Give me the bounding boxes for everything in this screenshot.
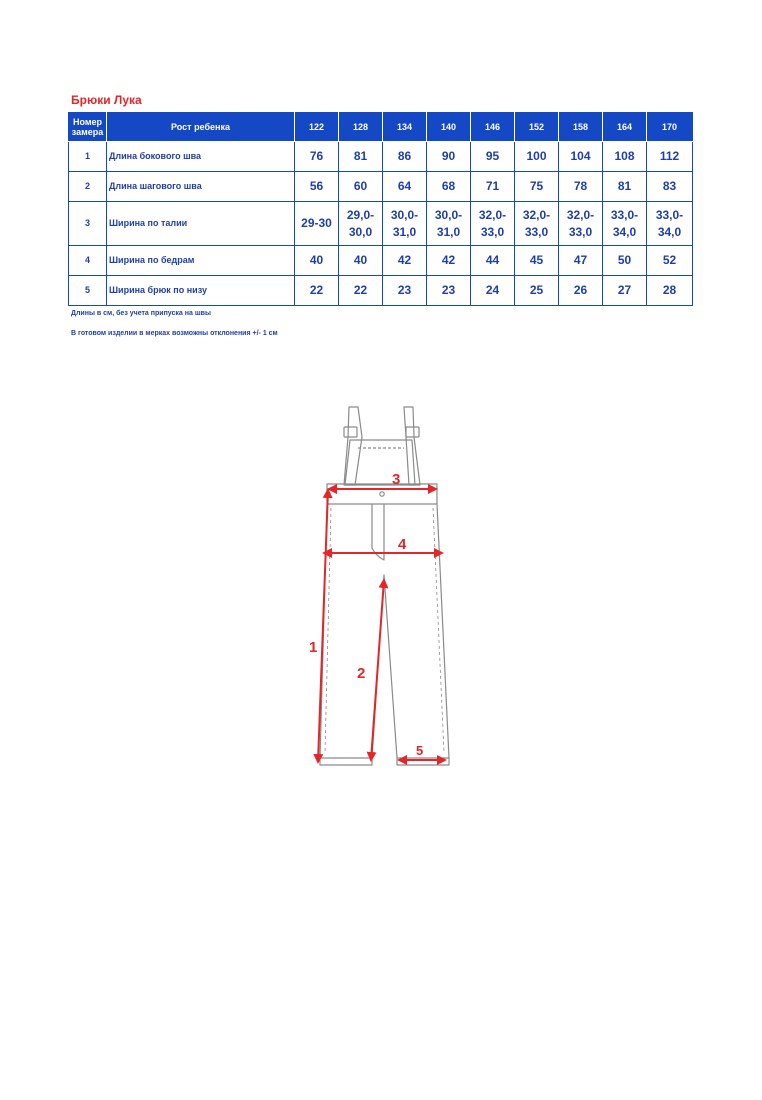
table-cell: 81 (603, 172, 647, 202)
table-cell: 104 (559, 142, 603, 172)
left-strap-buckle (344, 427, 357, 437)
table-cell: 33,0-34,0 (603, 202, 647, 246)
table-cell: 100 (515, 142, 559, 172)
measure-number: 4 (69, 246, 107, 276)
table-cell: 86 (383, 142, 427, 172)
label-inseam: 2 (357, 665, 366, 682)
table-cell: 47 (559, 246, 603, 276)
header-child-height: Рост ребенка (107, 113, 295, 142)
table-cell: 30,0-31,0 (427, 202, 471, 246)
note-tolerance: В готовом изделии в мерках возможны отклонения +/- 1 см (71, 330, 278, 337)
table-cell: 44 (471, 246, 515, 276)
table-cell: 26 (559, 276, 603, 306)
header-height: 146 (471, 113, 515, 142)
header-height: 122 (295, 113, 339, 142)
table-cell: 40 (295, 246, 339, 276)
label-waist: 3 (392, 471, 401, 488)
table-cell: 64 (383, 172, 427, 202)
fly (372, 504, 384, 560)
header-height: 170 (647, 113, 693, 142)
table-cell: 76 (295, 142, 339, 172)
measure-name: Ширина по талии (107, 202, 295, 246)
table-cell: 30,0-31,0 (383, 202, 427, 246)
table-cell: 90 (427, 142, 471, 172)
table-cell: 81 (339, 142, 383, 172)
table-cell: 50 (603, 246, 647, 276)
arrow-inseam (371, 580, 384, 760)
table-cell: 27 (603, 276, 647, 306)
table-cell: 23 (383, 276, 427, 306)
measurement-arrows (318, 489, 445, 762)
table-cell: 83 (647, 172, 693, 202)
table-cell: 108 (603, 142, 647, 172)
header-measure-number: Номер замера (69, 113, 107, 142)
measure-name: Длина бокового шва (107, 142, 295, 172)
table-cell: 75 (515, 172, 559, 202)
table-cell: 22 (295, 276, 339, 306)
waistband (327, 484, 437, 504)
page-title: Брюки Лука (71, 93, 142, 107)
table-cell: 71 (471, 172, 515, 202)
table-cell: 112 (647, 142, 693, 172)
table-cell: 29-30 (295, 202, 339, 246)
label-hem: 5 (416, 743, 424, 758)
measure-name: Ширина по бедрам (107, 246, 295, 276)
label-hip: 4 (398, 536, 407, 553)
measure-number: 3 (69, 202, 107, 246)
header-height: 140 (427, 113, 471, 142)
table-cell: 95 (471, 142, 515, 172)
measure-number: 1 (69, 142, 107, 172)
table-cell: 32,0-33,0 (515, 202, 559, 246)
table-cell: 60 (339, 172, 383, 202)
table-cell: 42 (383, 246, 427, 276)
table-cell: 42 (427, 246, 471, 276)
right-strap-buckle (406, 427, 419, 437)
header-height: 134 (383, 113, 427, 142)
measure-number: 2 (69, 172, 107, 202)
table-cell: 78 (559, 172, 603, 202)
table-cell: 28 (647, 276, 693, 306)
arrow-side-seam (318, 490, 328, 762)
table-cell: 56 (295, 172, 339, 202)
label-side-seam: 1 (309, 639, 318, 656)
table-cell: 23 (427, 276, 471, 306)
header-height: 164 (603, 113, 647, 142)
table-cell: 29,0-30,0 (339, 202, 383, 246)
header-height: 152 (515, 113, 559, 142)
button (380, 492, 384, 496)
table-cell: 32,0-33,0 (471, 202, 515, 246)
table-cell: 45 (515, 246, 559, 276)
measure-number: 5 (69, 276, 107, 306)
table-cell: 52 (647, 246, 693, 276)
measure-name: Длина шагового шва (107, 172, 295, 202)
header-height: 128 (339, 113, 383, 142)
table-cell: 40 (339, 246, 383, 276)
table-cell: 22 (339, 276, 383, 306)
table-cell: 32,0-33,0 (559, 202, 603, 246)
table-cell: 24 (471, 276, 515, 306)
note-seam-allowance: Длины в см, без учета припуска на швы (71, 310, 211, 317)
header-height: 158 (559, 113, 603, 142)
measure-name: Ширина брюк по низу (107, 276, 295, 306)
left-hem (320, 758, 372, 765)
table-cell: 25 (515, 276, 559, 306)
table-cell: 33,0-34,0 (647, 202, 693, 246)
table-cell: 68 (427, 172, 471, 202)
